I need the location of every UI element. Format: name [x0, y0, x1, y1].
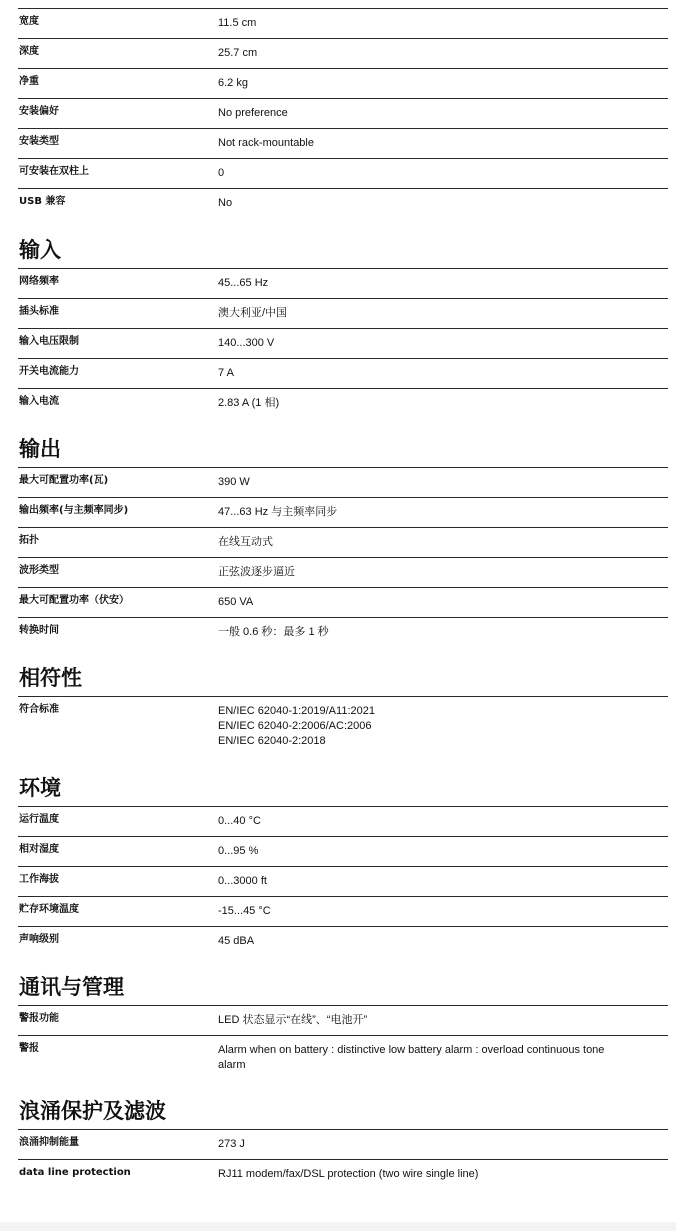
section-title: 浪涌保护及滤波 [19, 1099, 166, 1123]
spec-value-line: 0...95 % [218, 845, 259, 857]
row-divider [18, 557, 668, 558]
row-divider [18, 188, 668, 189]
row-divider [18, 896, 668, 897]
row-divider [18, 1159, 668, 1160]
spec-value-line: 45 dBA [218, 935, 255, 947]
spec-value [218, 1167, 638, 1182]
spec-value-line: No [218, 197, 233, 209]
row-divider [18, 926, 668, 927]
spec-value [218, 136, 638, 151]
spec-value-line: 6.2 kg [218, 77, 248, 89]
row-divider [18, 617, 668, 618]
spec-value-line: 140...300 V [218, 337, 275, 349]
spec-label: 拓扑 [19, 535, 39, 546]
spec-value [218, 1043, 638, 1073]
spec-value [218, 396, 638, 411]
spec-label: 输入电流 [19, 396, 59, 407]
row-divider [18, 68, 668, 69]
section-title: 通讯与管理 [19, 975, 124, 999]
spec-value [218, 276, 638, 291]
page-bottom-band [0, 1222, 676, 1231]
spec-value [218, 844, 638, 859]
spec-label: 输入电压限制 [19, 336, 79, 347]
row-divider [18, 298, 668, 299]
spec-value-line: RJ11 modem/fax/DSL protection (two wire single line) [218, 1168, 479, 1180]
spec-label: 安装类型 [19, 136, 59, 147]
spec-value-line: 47...63 Hz 与主频率同步 [218, 506, 338, 518]
spec-label: 输出频率(与主频率同步) [19, 505, 129, 516]
spec-value [218, 76, 638, 91]
spec-label: 开关电流能力 [19, 366, 79, 377]
spec-label: 警报 [19, 1043, 39, 1054]
spec-value-line: EN/IEC 62040-1:2019/A11:2021 [218, 705, 375, 717]
spec-value-line: 11.5 cm [218, 17, 257, 29]
row-divider [18, 527, 668, 528]
spec-value [218, 934, 638, 949]
row-divider [18, 836, 668, 837]
row-divider [18, 8, 668, 9]
row-divider [18, 1035, 668, 1036]
spec-value-line: 0 [218, 167, 225, 179]
spec-value-line: 在线互动式 [218, 536, 273, 548]
spec-value [218, 704, 638, 749]
section-title: 相符性 [19, 666, 82, 690]
spec-value-line: 正弦波逐步逼近 [218, 566, 295, 578]
spec-value-line: alarm [218, 1059, 246, 1071]
spec-label: 转换时间 [19, 625, 59, 636]
spec-label: 插头标准 [19, 306, 59, 317]
row-divider [18, 128, 668, 129]
spec-label: 网络频率 [19, 276, 59, 287]
spec-label: 深度 [19, 46, 39, 57]
spec-value-line: 一般 0.6 秒：最多 1 秒 [218, 626, 329, 638]
spec-label: 符合标准 [19, 704, 59, 715]
spec-label: 宽度 [19, 16, 39, 27]
spec-value-line: Not rack-mountable [218, 137, 314, 149]
section-title: 环境 [19, 776, 61, 800]
row-divider [18, 328, 668, 329]
spec-value [218, 46, 638, 61]
row-divider [18, 467, 668, 468]
spec-value-line: 0...40 °C [218, 815, 261, 827]
spec-label: 运行温度 [19, 814, 59, 825]
row-divider [18, 388, 668, 389]
spec-value [218, 904, 638, 919]
row-divider [18, 158, 668, 159]
spec-value-line: 0...3000 ft [218, 875, 267, 887]
row-divider [18, 866, 668, 867]
row-divider [18, 1129, 668, 1130]
spec-value [218, 625, 638, 640]
spec-value [218, 166, 638, 181]
spec-label: 工作海拔 [19, 874, 59, 885]
section-title: 输入 [19, 238, 61, 262]
spec-label: 波形类型 [19, 565, 59, 576]
row-divider [18, 268, 668, 269]
spec-label: 贮存环境温度 [19, 904, 79, 915]
spec-value [218, 814, 638, 829]
row-divider [18, 497, 668, 498]
spec-value-line: No preference [218, 107, 288, 119]
spec-value [218, 505, 638, 520]
spec-value-line: 澳大利亚/中国 [218, 307, 288, 319]
spec-label: data line protection [19, 1167, 131, 1178]
spec-label: 警报功能 [19, 1013, 59, 1024]
spec-value [218, 595, 638, 610]
spec-value-line: 273 J [218, 1138, 245, 1150]
spec-value-line: EN/IEC 62040-2:2006/AC:2006 [218, 720, 372, 732]
row-divider [18, 587, 668, 588]
row-divider [18, 98, 668, 99]
row-divider [18, 38, 668, 39]
spec-value-line: 7 A [218, 367, 234, 379]
spec-label: 相对湿度 [19, 844, 59, 855]
spec-value-line: 390 W [218, 476, 250, 488]
spec-value [218, 106, 638, 121]
row-divider [18, 696, 668, 697]
spec-value [218, 306, 638, 321]
spec-label: 安装偏好 [19, 106, 59, 117]
spec-label: 最大可配置功率（伏安） [19, 595, 129, 606]
spec-value [218, 16, 638, 31]
spec-label: 可安装在双柱上 [19, 166, 89, 177]
spec-label: 声响级别 [19, 934, 59, 945]
spec-value [218, 1013, 638, 1028]
spec-value-line: -15...45 °C [218, 905, 271, 917]
spec-value [218, 874, 638, 889]
section-title: 输出 [19, 437, 61, 461]
spec-value [218, 475, 638, 490]
spec-label: 最大可配置功率(瓦) [19, 475, 109, 486]
spec-value-line: LED 状态显示“在线”、“电池开” [218, 1014, 368, 1026]
spec-label: USB 兼容 [19, 196, 66, 207]
spec-value [218, 565, 638, 580]
spec-value-line: EN/IEC 62040-2:2018 [218, 735, 326, 747]
spec-value [218, 535, 638, 550]
spec-value-line: 25.7 cm [218, 47, 258, 59]
spec-value [218, 196, 638, 211]
spec-value [218, 336, 638, 351]
spec-value-line: Alarm when on battery : distinctive low battery alarm : overload continuous tone [218, 1044, 605, 1056]
row-divider [18, 806, 668, 807]
spec-label: 浪涌抑制能量 [19, 1137, 79, 1148]
spec-value-line: 45...65 Hz [218, 277, 269, 289]
spec-value-line: 2.83 A (1 相) [218, 397, 280, 409]
row-divider [18, 358, 668, 359]
row-divider [18, 1005, 668, 1006]
spec-value [218, 1137, 638, 1152]
spec-label: 净重 [19, 76, 39, 87]
spec-value-line: 650 VA [218, 596, 254, 608]
spec-value [218, 366, 638, 381]
